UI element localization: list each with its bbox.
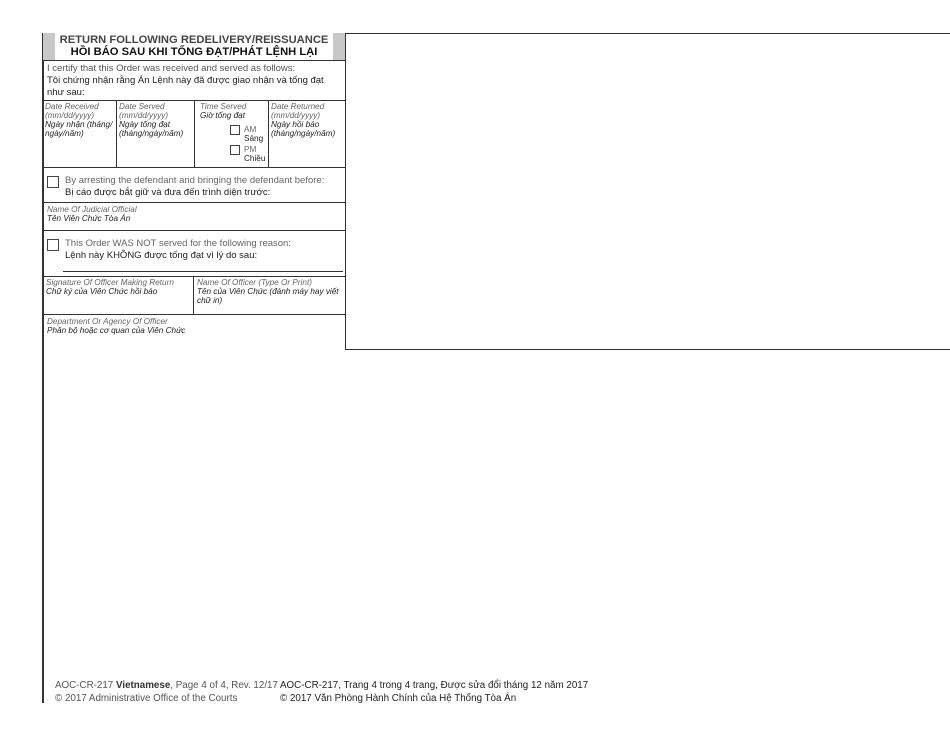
header-title-en: RETURN FOLLOWING REDELIVERY/REISSUANCE [59, 34, 329, 46]
department-field[interactable] [43, 315, 345, 350]
date-returned-field[interactable] [269, 101, 345, 167]
top-rule [346, 33, 950, 34]
footer-form-line-en [55, 679, 278, 692]
certify-text-en: I certify that this Order was received and served as follows: [47, 63, 296, 74]
dates-row [43, 101, 345, 168]
date-served-label-vi: Ngày tống đạt (tháng/ngày/năm) [119, 120, 184, 138]
am-option [230, 125, 266, 143]
arrest-option [43, 168, 345, 203]
officer-name-label-en: Name Of Officer (Type Or Print) [197, 278, 312, 287]
pm-option [230, 145, 266, 163]
officer-name-label-vi: Tên của Viên Chức (đánh máy hay viết chữ in) [197, 287, 339, 305]
am-label: AM Sáng [244, 125, 264, 143]
not-served-option [43, 231, 345, 274]
reason-line[interactable] [63, 271, 343, 272]
am-pm-options [230, 125, 266, 163]
header-title-vi: HỒI BÁO SAU KHI TỐNG ĐẠT/PHÁT LỆNH LẠI [70, 46, 318, 58]
footer-language: Vietnamese [116, 680, 171, 691]
footer-form-id: AOC-CR-217 [55, 680, 114, 691]
footer-copyright-vi: © 2017 Văn Phòng Hành Chính của Hệ Thống Tòa Án [280, 693, 517, 704]
date-served-field[interactable] [117, 101, 195, 167]
arrest-checkbox[interactable] [47, 176, 59, 188]
footer-english [55, 679, 278, 705]
date-received-field[interactable] [43, 101, 117, 167]
return-header [43, 33, 345, 61]
signature-label-en: Signature Of Officer Making Return [46, 278, 174, 287]
date-received-label-vi: Ngày nhận (tháng/ ngày/năm) [45, 120, 113, 138]
certify-text-vi: Tôi chứng nhận rằng Án Lệnh này đã được giao nhận và tống đạt như sau: [47, 75, 324, 98]
time-served-label-en: Time Served [200, 102, 247, 111]
footer-copyright-en: © 2017 Administrative Office of the Courts [55, 693, 238, 704]
header-shade-left [43, 33, 55, 60]
arrest-text-vi: Bị cáo được bắt giữ và đưa đến trình diện trước: [65, 187, 271, 198]
am-checkbox[interactable] [230, 125, 240, 135]
date-served-label-en: Date Served (mm/dd/yyyy) [119, 102, 169, 120]
officer-signature-field[interactable] [43, 277, 194, 314]
footer-page-vi: AOC-CR-217, Trang 4 trong 4 trang, Được sửa đổi tháng 12 năm 2017 [280, 680, 589, 691]
not-served-text-vi: Lệnh này KHÔNG được tống đạt vì lý do sau: [65, 250, 258, 261]
middle-rule [346, 349, 950, 350]
footer-vietnamese [280, 679, 588, 705]
judicial-official-label-vi: Tên Viên Chức Tòa Án [47, 214, 131, 223]
department-label-vi: Phân bộ hoặc cơ quan của Viên Chức [47, 326, 186, 335]
header-shade-right [333, 33, 345, 60]
signature-row [43, 276, 345, 315]
pm-label: PM Chiều [244, 145, 266, 163]
certify-section [43, 61, 345, 101]
date-received-label-en: Date Received (mm/dd/yyyy) [45, 102, 99, 120]
judicial-official-label-en: Name Of Judicial Official [47, 205, 137, 214]
pm-checkbox[interactable] [230, 145, 240, 155]
department-label-en: Department Or Agency Of Officer [47, 317, 168, 326]
return-panel [43, 33, 346, 350]
officer-name-field[interactable] [194, 277, 345, 314]
date-returned-label-vi: Ngày hồi báo (tháng/ngày/năm) [271, 120, 336, 138]
not-served-checkbox[interactable] [47, 239, 59, 251]
arrest-text-en: By arresting the defendant and bringing the defendant before: [65, 175, 325, 186]
not-served-text-en: This Order WAS NOT served for the following reason: [65, 238, 291, 249]
time-served-label-vi: Giờ tống đạt [200, 111, 246, 120]
judicial-official-field[interactable] [43, 203, 345, 231]
time-served-field[interactable] [195, 101, 269, 167]
date-returned-label-en: Date Returned (mm/dd/yyyy) [271, 102, 325, 120]
signature-label-vi: Chữ ký của Viên Chức hồi báo [46, 287, 158, 296]
footer-page-en: , Page 4 of 4, Rev. 12/17 [170, 680, 278, 691]
